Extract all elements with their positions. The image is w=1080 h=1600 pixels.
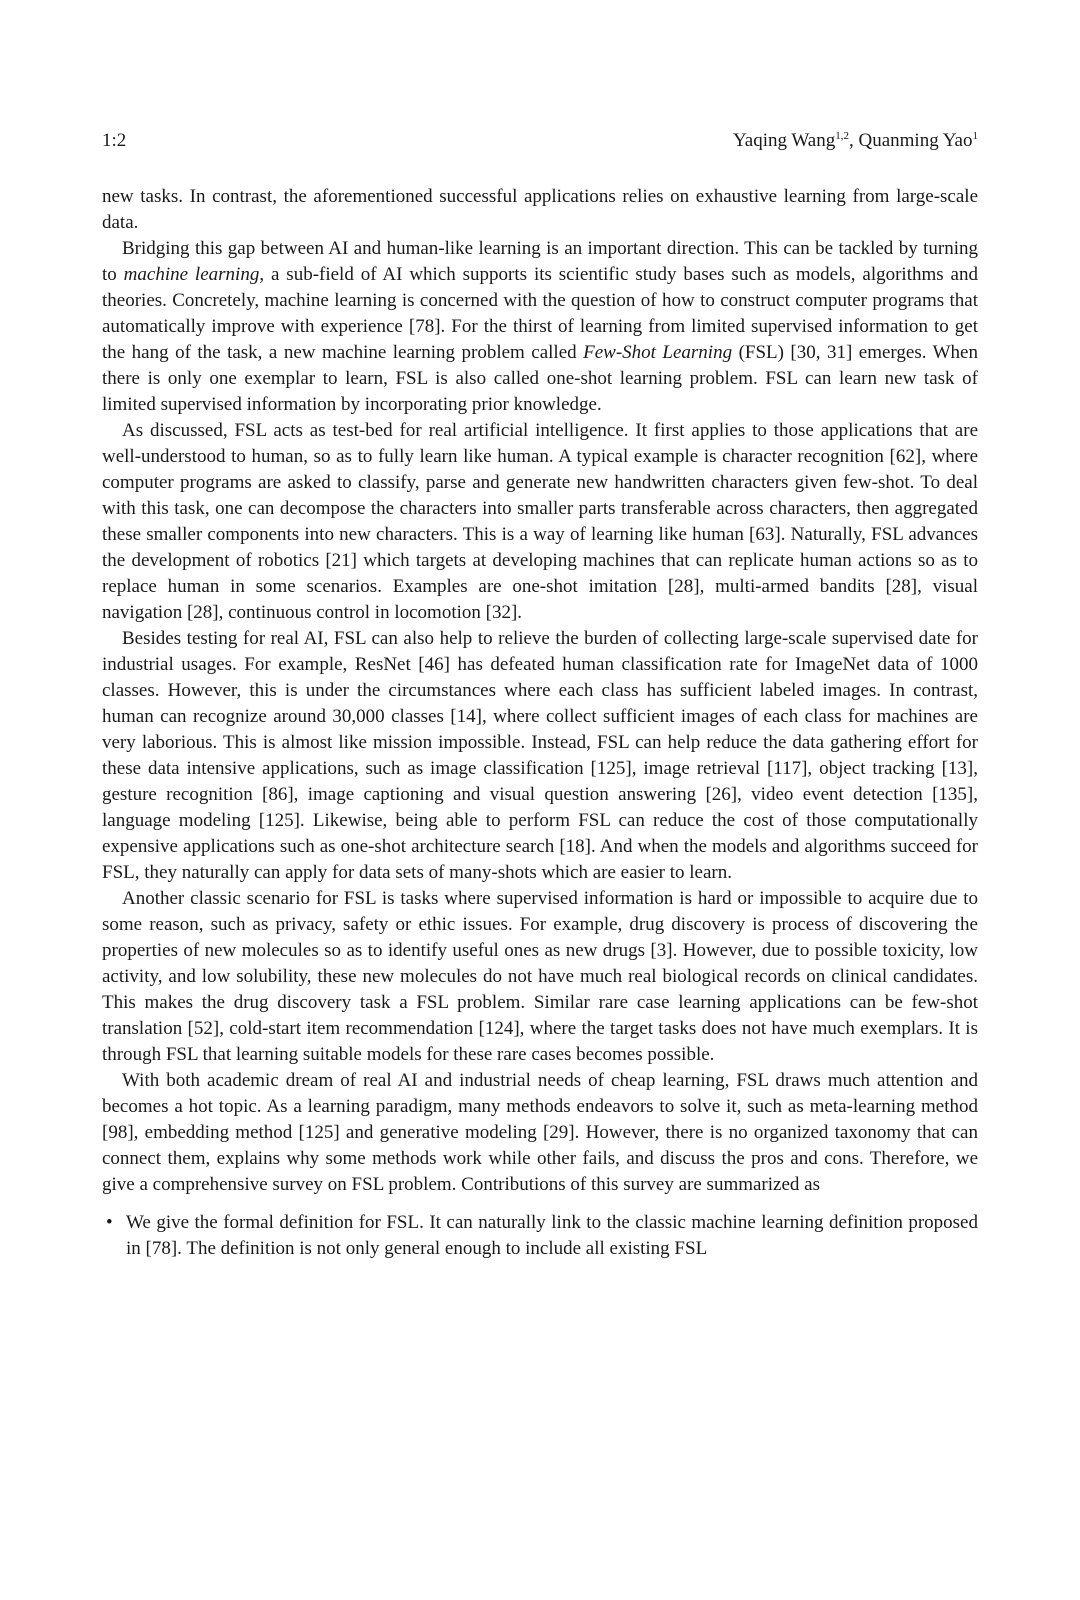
paragraph-text: As discussed, FSL acts as test-bed for real artificial intelligence. It first applies to those applications that are well-understood to human, so as to fully learn like human. A typical example is character recognition [62], where computer programs are asked to classify, parse and generate new handwritten characters given few-shot. To deal with this task, one can decompose the characters into smaller parts transferable across characters, then aggregated these smaller components into new characters. This is a way of learning like human [63]. Naturally, FSL advances the development of robotics [21] which targets at developing machines that can replicate human actions so as to replace human in some scenarios. Examples are one-shot imitation [28], multi-armed bandits [28], visual navigation [28], continuous control in locomotion [32].	[102, 420, 978, 623]
paper-page	[102, 128, 978, 1262]
paragraph	[102, 418, 978, 626]
paragraph	[102, 1068, 978, 1198]
paragraph-text: new tasks. In contrast, the aforementioned successful applications relies on exhaustive learning from large-scale data.	[102, 186, 978, 233]
bullet-icon: •	[106, 1212, 113, 1233]
paragraph-text: (FSL) [30, 31] emerges. When there is only one exemplar to learn, FSL is also called one-shot learning problem. FSL can learn new task of limited supervised information by incorporating prior knowledge.	[102, 342, 978, 415]
body-text	[102, 184, 978, 1198]
author-name: Quanming Yao	[858, 130, 973, 151]
contributions-list	[102, 1210, 978, 1262]
list-item-text: We give the formal definition for FSL. It can naturally link to the classic machine learning definition proposed in [78]. The definition is not only general enough to include all existing FSL	[126, 1212, 978, 1259]
author-affiliation: 1,2	[835, 130, 849, 142]
paragraph	[102, 626, 978, 886]
emphasized-term: Few-Shot Learning	[583, 342, 733, 363]
paragraph	[102, 886, 978, 1068]
list-item	[102, 1210, 978, 1262]
author-name: Yaqing Wang	[732, 130, 836, 151]
paragraph-text: Another classic scenario for FSL is tasks where supervised information is hard or impossible to acquire due to some reason, such as privacy, safety or ethic issues. For example, drug discovery is process of discovering the properties of new molecules so as to identify useful ones as new drugs [3]. However, due to possible toxicity, low activity, and low solubility, these new molecules do not have much real biological records on clinical candidates. This makes the drug discovery task a FSL problem. Similar rare case learning applications can be few-shot translation [52], cold-start item recommendation [124], where the target tasks does not have much exemplars. It is through FSL that learning suitable models for these rare cases becomes possible.	[102, 888, 978, 1065]
paragraph-text: Besides testing for real AI, FSL can also help to relieve the burden of collecting large-scale supervised date for industrial usages. For example, ResNet [46] has defeated human classification rate for ImageNet data of 1000 classes. However, this is under the circumstances where each class has sufficient labeled images. In contrast, human can recognize around 30,000 classes [14], where collect sufficient images of each class for machines are very laborious. This is almost like mission impossible. Instead, FSL can help reduce the data gathering effort for these data intensive applications, such as image classification [125], image retrieval [117], object tracking [13], gesture recognition [86], image captioning and visual question answering [26], video event detection [135], language modeling [125]. Likewise, being able to perform FSL can reduce the cost of those computationally expensive applications such as one-shot architecture search [18]. And when the models and algorithms succeed for FSL, they naturally can apply for data sets of many-shots which are easier to learn.	[102, 628, 978, 883]
paragraph	[102, 184, 978, 236]
paragraph	[102, 236, 978, 418]
paragraph-text: , a sub-field of AI which supports its scientific study bases such as models, algorithms and theories. Concretely, machine learning is concerned with the question of how to construct computer programs that automatically improve with experience [78]. For the thirst of learning from limited supervised information to get the hang of the task, a new machine learning problem called	[102, 264, 978, 363]
paragraph-text: Bridging this gap between AI and human-like learning is an important direction. This can be tackled by turning to	[102, 238, 978, 285]
paragraph-text: With both academic dream of real AI and industrial needs of cheap learning, FSL draws much attention and becomes a hot topic. As a learning paradigm, many methods endeavors to solve it, such as meta-learning method [98], embedding method [125] and generative modeling [29]. However, there is no organized taxonomy that can connect them, explains why some methods work while other fails, and discuss the pros and cons. Therefore, we give a comprehensive survey on FSL problem. Contributions of this survey are summarized as	[102, 1070, 978, 1195]
running-head	[102, 128, 978, 154]
page-number: 1:2	[102, 130, 127, 151]
author-separator: ,	[848, 130, 859, 151]
author-line	[733, 128, 978, 154]
emphasized-term: machine learning	[123, 264, 260, 285]
author-affiliation: 1	[972, 130, 978, 142]
